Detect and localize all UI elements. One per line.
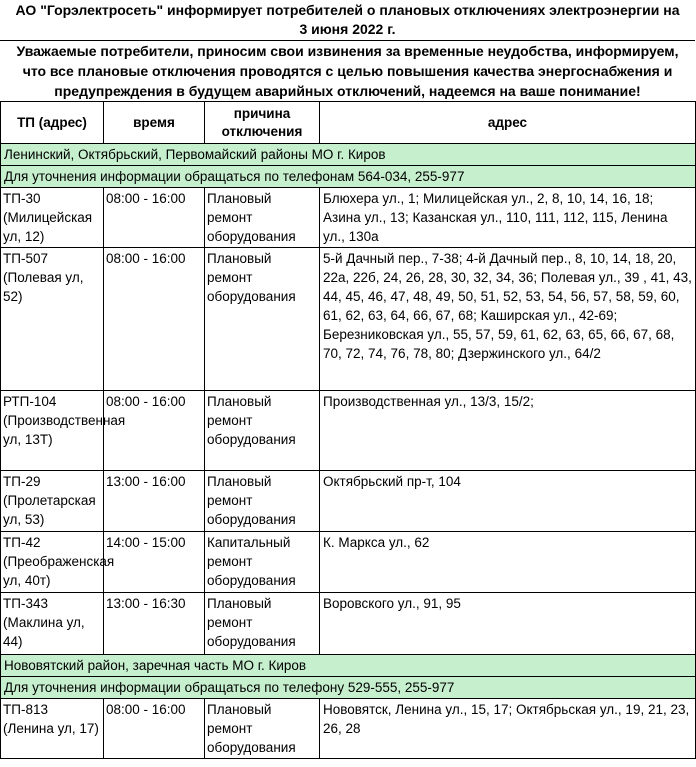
- row-address: Нововятск, Ленина ул., 15, 17; Октябрьская ул., 19, 21, 23, 26, 28: [320, 699, 696, 759]
- table-row: [1, 248, 696, 391]
- title-line-2: 3 июня 2022 г.: [299, 21, 396, 37]
- header-reason: причина отключения: [205, 102, 320, 144]
- section-1-district-row: [1, 144, 696, 166]
- section-2-district-row: [1, 655, 696, 677]
- row-reason: Плановый ремонт оборудования: [205, 699, 320, 759]
- table-header-row: [1, 102, 696, 144]
- row-time: 08:00 - 16:00: [104, 188, 205, 248]
- table-row: [1, 391, 696, 471]
- row-tp: ТП-42 (Преображенская ул, 40т): [1, 532, 104, 593]
- row-reason: Плановый ремонт оборудования: [205, 188, 320, 248]
- row-tp: ТП-507 (Полевая ул, 52): [1, 248, 104, 391]
- header-time: время: [104, 102, 205, 144]
- section-1-phone-row: [1, 166, 696, 188]
- row-tp: ТП-813 (Ленина ул, 17): [1, 699, 104, 759]
- row-tp: ТП-30 (Милицейская ул, 12): [1, 188, 104, 248]
- row-address: 5-й Дачный пер., 7-38; 4-й Дачный пер., 8, 10, 14, 18, 20, 22а, 22б, 24, 26, 28, 30, 32, 34, 36; Полевая ул., 39 , 41, 43, 44, 45, 46, 47, 48, 49, 50, 51, 52, 53, 54, 56, 57, 58, 59, 60, 61, 62, 63, 64, 66, 67, 68; Каширская ул., 42-69; Березниковская ул., 55, 57, 59, 61, 62, 63, 65, 66, 67, 68, 70, 72, 74, 76, 78, 80; Дзержинского ул., 64/2: [320, 248, 696, 391]
- row-address: Блюхера ул., 1; Милицейская ул., 2, 8, 10, 14, 16, 18; Азина ул., 13; Казанская ул., 110, 111, 112, 115, Ленина ул., 130а: [320, 188, 696, 248]
- section-2-phone-row: [1, 677, 696, 699]
- section-1-phone: Для уточнения информации обращаться по телефонам 564-034, 255-977: [1, 166, 696, 188]
- row-reason: Плановый ремонт оборудования: [205, 593, 320, 655]
- row-reason: Плановый ремонт оборудования: [205, 471, 320, 532]
- announcement-title: [0, 0, 695, 40]
- row-address: Производственная ул., 13/3, 15/2;: [320, 391, 696, 471]
- section-1-district: Ленинский, Октябрьский, Первомайский районы МО г. Киров: [1, 144, 696, 166]
- title-line-1: АО "Горэлектросеть" информирует потребителей о плановых отключениях электроэнергии на: [15, 2, 680, 18]
- apology-notice: [0, 40, 695, 101]
- row-time: 13:00 - 16:30: [104, 593, 205, 655]
- table-row: [1, 699, 696, 759]
- table-row: [1, 471, 696, 532]
- row-time: 13:00 - 16:00: [104, 471, 205, 532]
- notice-line-2: что все плановые отключения проводятся с целью повышения качества энергоснабжения и: [22, 63, 673, 79]
- row-tp: ТП-343 (Маклина ул, 44): [1, 593, 104, 655]
- row-reason: Плановый ремонт оборудования: [205, 248, 320, 391]
- section-2-district: Нововятский район, заречная часть МО г. Киров: [1, 655, 696, 677]
- table-row: [1, 593, 696, 655]
- row-time: 08:00 - 16:00: [104, 248, 205, 391]
- notice-line-3: предупреждения в будущем аварийных отключений, надеемся на ваше понимание!: [54, 83, 641, 99]
- row-reason: Капитальный ремонт оборудования: [205, 532, 320, 593]
- table-row: [1, 188, 696, 248]
- row-time: 14:00 - 15:00: [104, 532, 205, 593]
- table-row: [1, 532, 696, 593]
- header-tp: ТП (адрес): [1, 102, 104, 144]
- row-address: Воровского ул., 91, 95: [320, 593, 696, 655]
- row-tp: ТП-29 (Пролетарская ул, 53): [1, 471, 104, 532]
- row-address: К. Маркса ул., 62: [320, 532, 696, 593]
- row-time: 08:00 - 16:00: [104, 699, 205, 759]
- row-reason: Плановый ремонт оборудования: [205, 391, 320, 471]
- header-address: адрес: [320, 102, 696, 144]
- notice-line-1: Уважаемые потребители, приносим свои извинения за временные неудобства, информируем,: [16, 43, 679, 59]
- outage-table: [0, 101, 696, 759]
- row-tp: РТП-104 (Производственная ул, 13Т): [1, 391, 104, 471]
- row-address: Октябрьский пр-т, 104: [320, 471, 696, 532]
- row-time: 08:00 - 16:00: [104, 391, 205, 471]
- section-2-phone: Для уточнения информации обращаться по телефону 529-555, 255-977: [1, 677, 696, 699]
